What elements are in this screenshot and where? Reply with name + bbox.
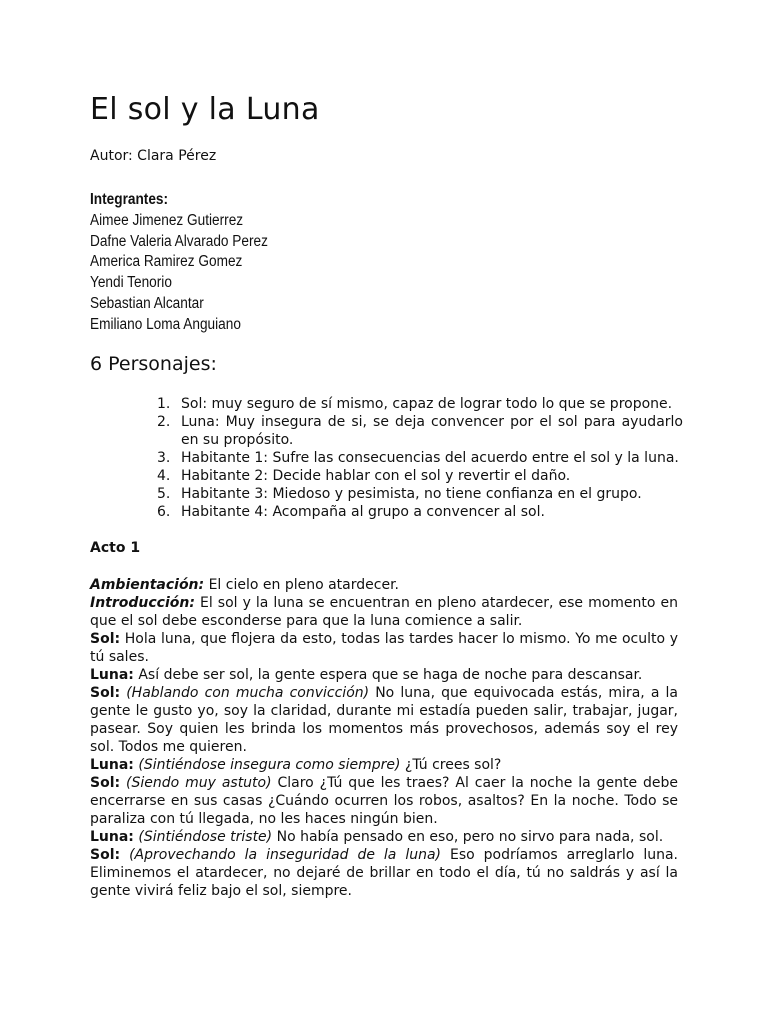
script-line: [90, 684, 678, 756]
speaker-label: Luna:: [90, 757, 134, 773]
characters-heading: 6 Personajes:: [90, 353, 217, 375]
character-item: [157, 467, 683, 485]
script-line: [90, 666, 678, 684]
script-line: [90, 594, 678, 630]
speaker-label: Sol:: [90, 631, 121, 647]
speaker-label: Introducción:: [90, 595, 195, 611]
script-line: [90, 576, 678, 594]
act-heading: Acto 1: [90, 540, 141, 556]
list-number: 4.: [157, 468, 171, 484]
stage-direction: (Aprovechando la inseguridad de la luna): [120, 847, 442, 863]
dialogue-text: No luna, que equivocada estás, mira, a la gente le gusto yo, soy la claridad, durante mi estadía pueden salir, trabajar, jugar, pasear. Soy quien les brinda los momentos más provechosos, además soy el rey sol. Todos me quieren.: [90, 685, 678, 755]
character-item: [157, 413, 683, 449]
character-item: [157, 395, 683, 413]
character-text: Sol: muy seguro de sí mismo, capaz de lograr todo lo que se propone.: [181, 396, 673, 412]
list-number: 5.: [157, 486, 171, 502]
dialogue-text: No había pensado en eso, pero no sirvo para nada, sol.: [272, 829, 664, 845]
script-body: [90, 576, 678, 900]
list-number: 1.: [157, 396, 171, 412]
character-text: Habitante 4: Acompaña al grupo a convencer al sol.: [181, 504, 545, 520]
author-line: Autor: Clara Pérez: [90, 148, 217, 164]
speaker-label: Sol:: [90, 775, 121, 791]
script-line: [90, 630, 678, 666]
character-item: [157, 503, 683, 521]
list-number: 2.: [157, 414, 171, 430]
character-item: [157, 449, 683, 467]
list-number: 6.: [157, 504, 171, 520]
member-name: Sebastian Alcantar: [90, 294, 204, 312]
stage-direction: (Siendo muy astuto): [120, 775, 272, 791]
member-name: Dafne Valeria Alvarado Perez: [90, 232, 268, 250]
members-block: [90, 190, 268, 336]
member-name: Emiliano Loma Anguiano: [90, 315, 241, 333]
dialogue-text: Hola luna, que flojera da esto, todas las tardes hacer lo mismo. Yo me oculto y tú sales.: [90, 631, 678, 665]
stage-direction: (Sintiéndose insegura como siempre): [133, 757, 401, 773]
member-name: Yendi Tenorio: [90, 274, 172, 292]
dialogue-text: El cielo en pleno atardecer.: [204, 577, 399, 593]
speaker-label: Sol:: [90, 847, 121, 863]
speaker-label: Ambientación:: [90, 577, 205, 593]
script-line: [90, 774, 678, 828]
dialogue-text: Así debe ser sol, la gente espera que se haga de noche para descansar.: [133, 667, 643, 683]
document-title: El sol y la Luna: [90, 92, 320, 127]
script-line: [90, 828, 678, 846]
members-heading: Integrantes:: [90, 191, 169, 208]
dialogue-text: El sol y la luna se encuentran en pleno atardecer, ese momento en que el sol debe esconderse para que la luna comience a salir.: [90, 595, 678, 629]
dialogue-text: ¿Tú crees sol?: [400, 757, 502, 773]
script-line: [90, 846, 678, 900]
character-text: Habitante 2: Decide hablar con el sol y revertir el daño.: [181, 468, 571, 484]
character-text: Habitante 3: Miedoso y pesimista, no tiene confianza en el grupo.: [181, 486, 642, 502]
speaker-label: Sol:: [90, 685, 121, 701]
member-name: America Ramirez Gomez: [90, 253, 243, 271]
character-text: Habitante 1: Sufre las consecuencias del acuerdo entre el sol y la luna.: [181, 450, 679, 466]
stage-direction: (Hablando con mucha convicción): [120, 685, 370, 701]
dialogue-text: Eso podríamos arreglarlo luna. Eliminemos el atardecer, no dejaré de brillar en todo el día, tú no saldrás y así la gente vivirá feliz bajo el sol, siempre.: [90, 847, 678, 899]
member-name: Aimee Jimenez Gutierrez: [90, 211, 244, 229]
character-item: [157, 485, 683, 503]
characters-list: [157, 395, 683, 521]
stage-direction: (Sintiéndose triste): [133, 829, 273, 845]
character-text: Luna: Muy insegura de si, se deja convencer por el sol para ayudarlo en su propósito.: [181, 414, 683, 448]
script-line: [90, 756, 678, 774]
speaker-label: Luna:: [90, 667, 134, 683]
list-number: 3.: [157, 450, 171, 466]
dialogue-text: Claro ¿Tú que les traes? Al caer la noche la gente debe encerrarse en sus casas ¿Cuándo ocurren los robos, asaltos? En la noche. Todo se paraliza con tú llegada, no les haces ningún bien.: [90, 775, 678, 827]
speaker-label: Luna:: [90, 829, 134, 845]
